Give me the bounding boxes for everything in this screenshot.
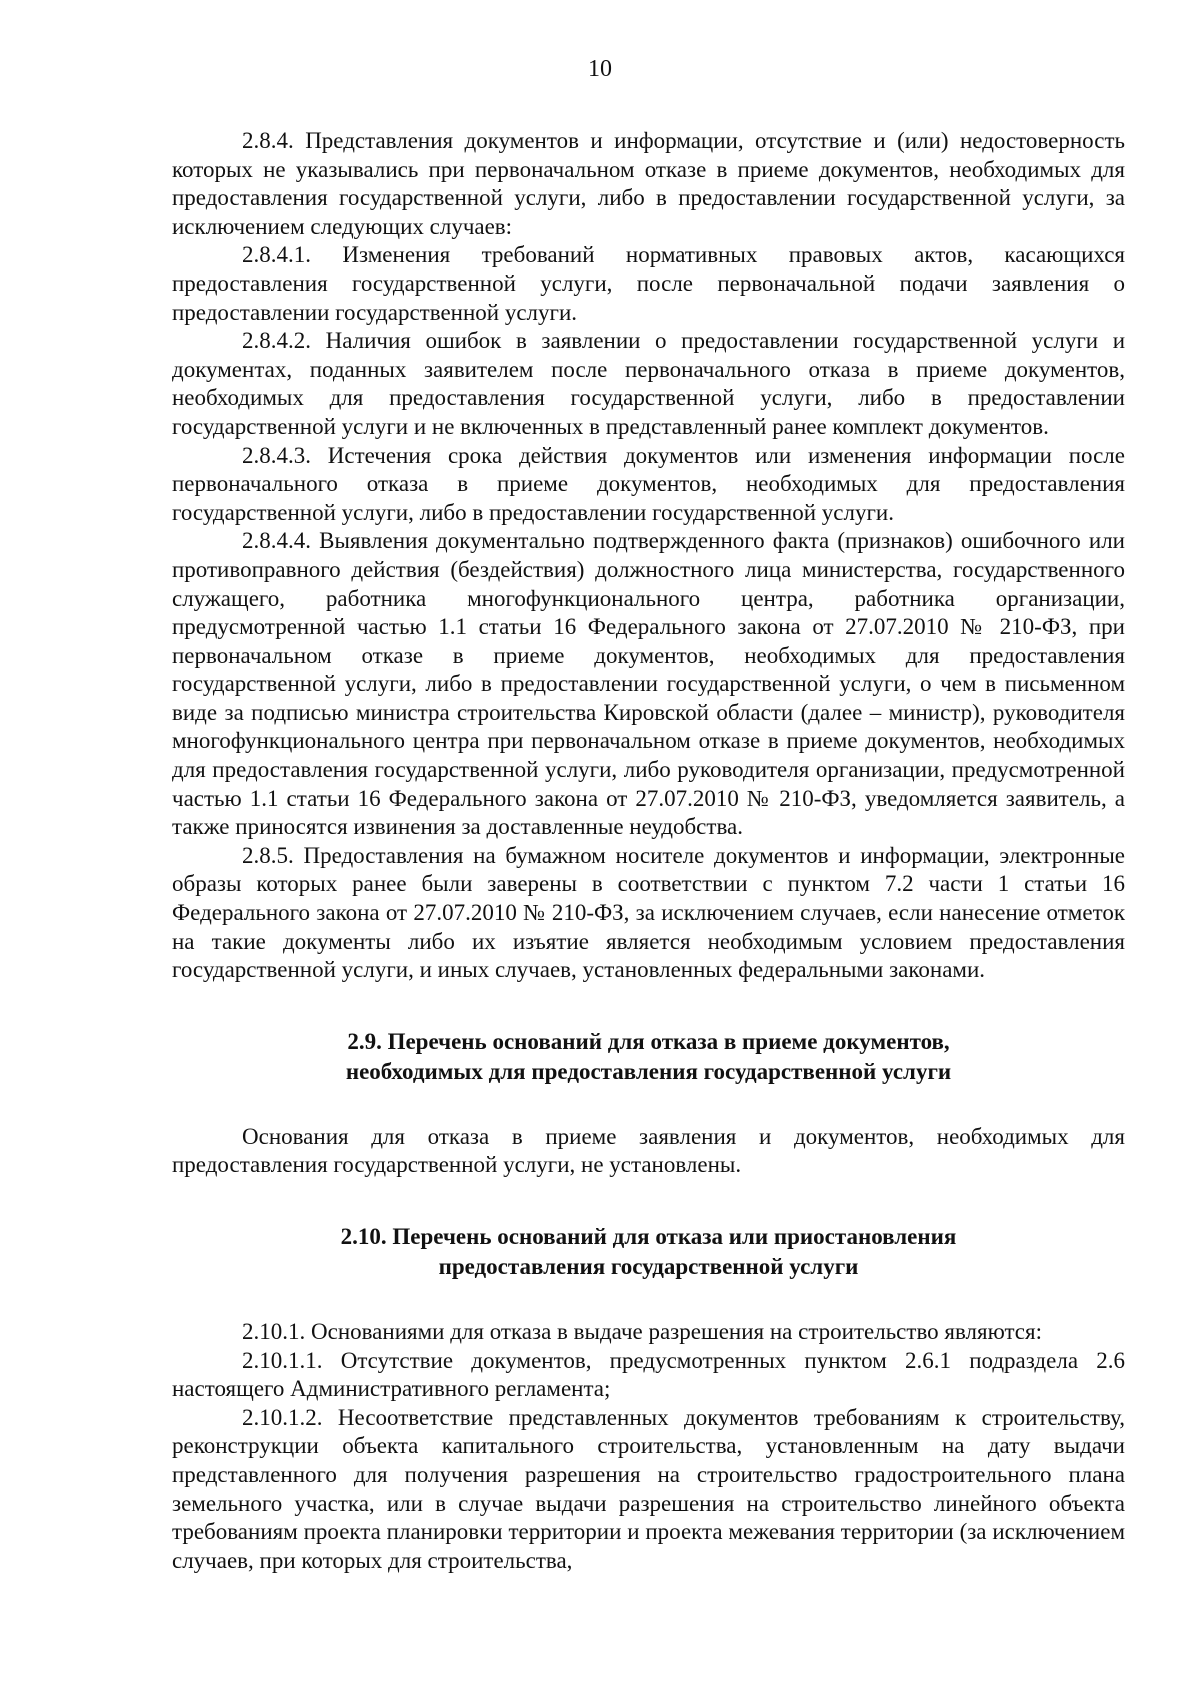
section-2-10-heading-line2: предоставления государственной услуги: [438, 1254, 859, 1279]
spacer: [172, 1282, 1125, 1318]
section-2-9-text: Основания для отказа в приеме заявления и документов, необходимых для предоставления государственной услуги, не установлены.: [172, 1123, 1125, 1178]
spacer: [172, 1087, 1125, 1123]
section-2-10-heading-line1: 2.10. Перечень оснований для отказа или приостановления: [340, 1224, 957, 1249]
section-2-9-heading-line2: необходимых для предоставления государственной услуги: [345, 1058, 952, 1084]
page-number: 10: [588, 56, 612, 82]
spacer: [172, 985, 1125, 1027]
paragraph-2-8-4-2: 2.8.4.2. Наличия ошибок в заявлении о предоставлении государственной услуги и документах, поданных заявителем после первоначального отказа в приеме документов, необходимых для предоставления государственной услуги, либо в предоставлении государственной услуги и не включенных в представленный ранее комплект документов.: [172, 328, 1125, 439]
paragraph-2-10-1-1: 2.10.1.1. Отсутствие документов, предусмотренных пунктом 2.6.1 подраздела 2.6 настоящего Административного регламента;: [172, 1347, 1125, 1402]
paragraph-2-10-1-2: 2.10.1.2. Несоответствие представленных документов требованиям к строительству, реконструкции объекта капитального строительства, установленным на дату выдачи представленного для получения разрешения на строительство градостроительного плана земельного участка, или в случае выдачи разрешения на строительство линейного объекта требованиям проекта планировки территории и проекта межевания территории (за исключением случаев, при которых для строительства,: [172, 1404, 1125, 1573]
section-2-9-heading-line1: 2.9. Перечень оснований для отказа в приеме документов,: [347, 1028, 950, 1054]
paragraph-2-10-1: 2.10.1. Основаниями для отказа в выдаче разрешения на строительство являются:: [242, 1319, 1042, 1344]
paragraph-2-8-4-1: 2.8.4.1. Изменения требований нормативных правовых актов, касающихся предоставления государственной услуги, после первоначальной подачи заявления о предоставлении государственной услуги.: [172, 242, 1125, 325]
paragraph-2-8-4-4: 2.8.4.4. Выявления документально подтвержденного факта (признаков) ошибочного или противоправного действия (бездействия) должностного лица министерства, государственного служащего, работника многофункционального центра, работника организации, предусмотренной частью 1.1 статьи 16 Федерального закона от 27.07.2010 № 210-ФЗ, при первоначальном отказе в приеме документов, необходимых для предоставления государственной услуги, либо в предоставлении государственной услуги, о чем в письменном виде за подписью министра строительства Кировской области (далее – министр), руководителя многофункционального центра при первоначальном отказе в приеме документов, необходимых для предоставления государственной услуги, либо руководителя организации, предусмотренной частью 1.1 статьи 16 Федерального закона от 27.07.2010 № 210-ФЗ, уведомляется заявитель, а также приносятся извинения за доставленные неудобства.: [172, 528, 1125, 840]
paragraph-2-8-4: 2.8.4. Представления документов и информации, отсутствие и (или) недостоверность которых не указывались при первоначальном отказе в приеме документов, необходимых для предоставления государственной услуги, либо в предоставлении государственной услуги, за исключением следующих случаев:: [172, 128, 1125, 239]
paragraph-2-8-4-3: 2.8.4.3. Истечения срока действия документов или изменения информации после первоначального отказа в приеме документов, необходимых для предоставления государственной услуги, либо в предоставлении государственной услуги.: [172, 442, 1125, 525]
spacer: [172, 1180, 1125, 1222]
paragraph-2-8-5: 2.8.5. Предоставления на бумажном носителе документов и информации, электронные образы которых ранее были заверены в соответствии с пунктом 7.2 части 1 статьи 16 Федерального закона от 27.07.2010 № 210-ФЗ, за исключением случаев, если нанесение отметок на такие документы либо их изъятие является необходимым условием предоставления государственной услуги, и иных случаев, установленных федеральными законами.: [172, 842, 1125, 983]
document-body: [172, 127, 1125, 1575]
